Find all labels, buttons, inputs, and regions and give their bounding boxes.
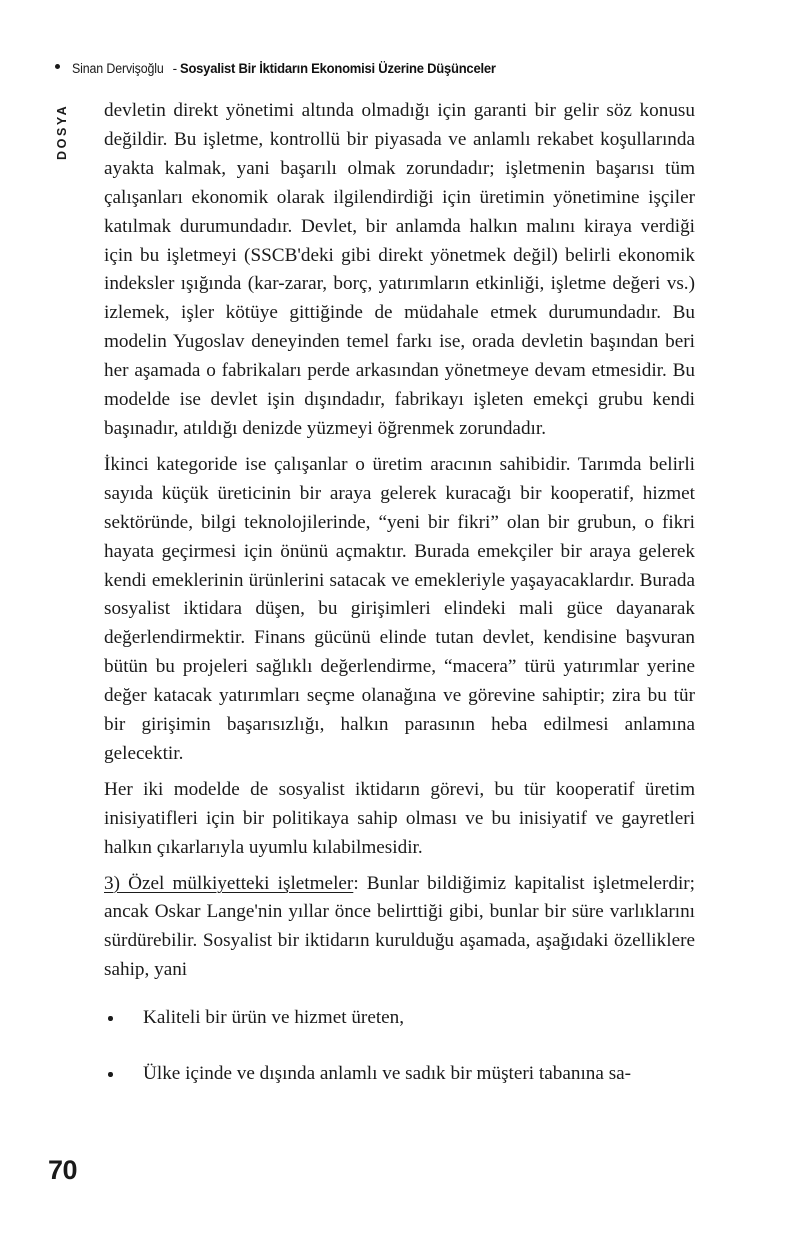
header-author-name: Sinan Dervişoğlu [72,61,164,76]
text-column [104,97,695,1116]
header-separator: - [172,61,178,76]
page-number: 70 [48,1155,78,1185]
subsection-heading: 3) Özel mülkiyetteki işletmeler [104,872,354,894]
bullet-list [104,1004,695,1089]
list-item: Kaliteli bir ürün ve hizmet üreten, [104,1004,695,1033]
paragraph-1: devletin direkt yönetimi altında olmadığı için garanti bir gelir söz konusu değildir. Bu işletme, kontrollü bir piyasada ve anlamlı rekabet koşullarında ayakta kalmak, yani başarılı olmak zorundadır; işletmenin başarısı tüm çalışanları ekonomik olarak ilgilendirdiği için üretimin yönetimine işçiler katılmak durumundadır. Devlet, bir anlamda halkın malını kiraya verdiği için bu işletmeyi (SSCB'deki gibi direkt yönetmek değil) belirli ekonomik indeksler ışığında (kar-zarar, borç, yatırımların etkinliği, işletme değeri vs.) izlemek, işler kötüye gittiğinde de müdahale etmek durumundadır. Bu modelin Yugoslav deneyinden temel farkı ise, orada devletin başından beri her aşamada o fabrikaları perde arkasından yönetmeye devam etmesidir. Bu modelde ise devlet işin dışındadır, fabrikayı işleten emekçi grubu kendi başınadır, atıldığı denizde yüzmeyi öğrenmek zorundadır. [104,100,695,439]
subsection-body: : Bunlar bildiğimiz kapitalist işletmelerdir; ancak Oskar Lange'nin yıllar önce belirttiği gibi, bunlar bir süre varlıklarını sürdürebilir. Sosyalist bir iktidarın kurulduğu aşamada, aşağıdaki özelliklere sahip, yani [104,872,695,981]
header-article-title: Sosyalist Bir İktidarın Ekonomisi Üzerine Düşünceler [180,60,496,76]
section-tab-label: DOSYA [55,103,69,160]
paragraph-3: Her iki modelde de sosyalist iktidarın görevi, bu tür kooperatif üretim inisiyatifleri için bir politikaya sahip olması ve bu inisiyatif ve gayretleri halkın çıkarlarıyla uyumlu kılabilmesidir. [104,778,695,858]
subsection-paragraph [104,870,695,986]
running-header [55,60,520,76]
header-bullet-icon [55,64,60,69]
list-item: Ülke içinde ve dışında anlamlı ve sadık bir müşteri tabanına sa- [104,1060,695,1089]
section-tab [0,82,80,172]
paragraph-2: İkinci kategoride ise çalışanlar o üretim aracının sahibidir. Tarımda belirli sayıda küçük üreticinin bir araya gelerek kuracağı bir kooperatif, hizmet sektöründe, bilgi teknolojilerinde, “yeni bir fikri” olan bir grubun, o fikri hayata geçirmesi için önünü açmaktır. Burada emekçiler bir araya gelerek kendi emeklerinin ürünlerini satacak ve emekleriyle yaşayacaklardır. Burada sosyalist iktidara düşen, bu girişimleri elindeki mali güce dayanarak değerlendirmektir. Finans gücünü elinde tutan devlet, kendisine başvuran bütün bu projeleri sağlıklı değerlendirme, “macera” türü yatırımlar yerine değer katacak yatırımları seçme olanağına ve görevine sahiptir; zira bu tür bir girişimin başarısızlığı, halkın parasının heba edilmesi anlamına gelecektir. [104,453,695,764]
